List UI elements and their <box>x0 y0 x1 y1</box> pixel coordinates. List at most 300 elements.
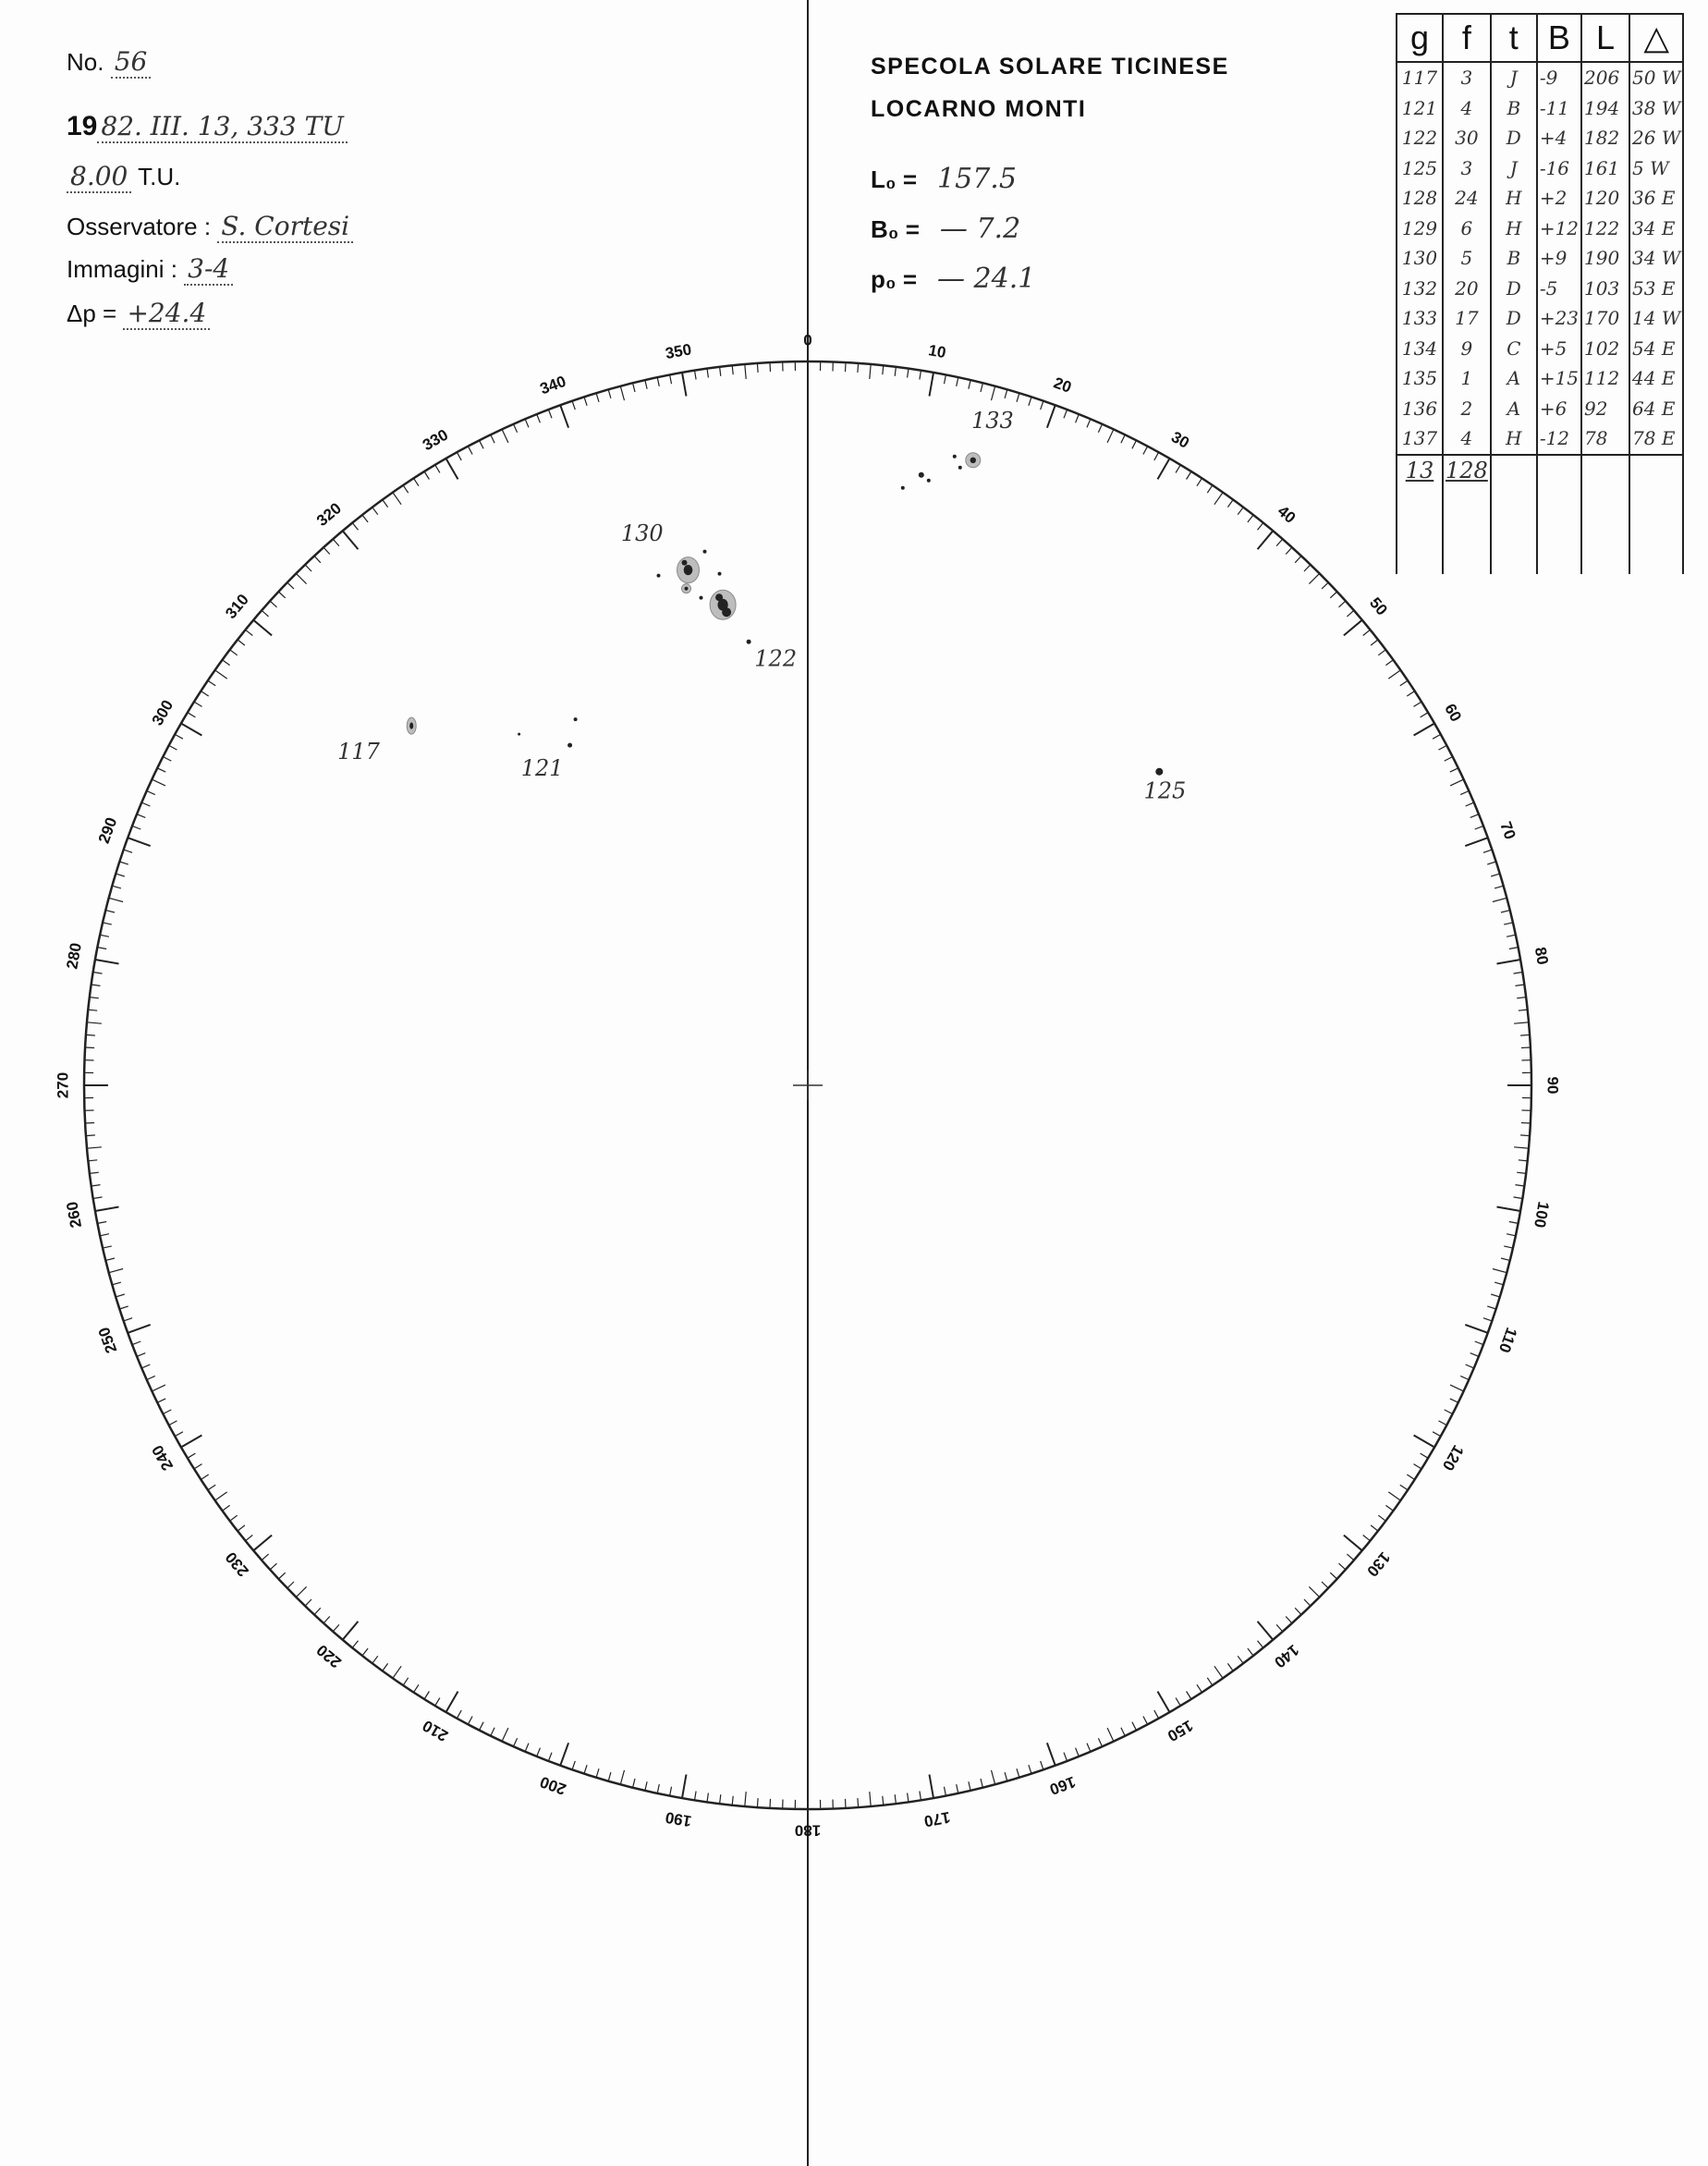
degree-tick <box>908 369 909 378</box>
degree-label: 350 <box>664 340 693 363</box>
degree-tick <box>100 1234 109 1236</box>
delta-p-label: Δp = <box>67 300 117 327</box>
degree-tick <box>620 386 624 400</box>
degree-tick <box>1514 1147 1529 1148</box>
degree-tick <box>152 779 165 786</box>
images-label: Immagini : <box>67 255 177 283</box>
degree-label: 100 <box>1530 1200 1553 1230</box>
table-cell: C <box>1491 334 1537 364</box>
sunspot-dot <box>682 560 688 566</box>
degree-tick <box>446 459 458 480</box>
degree-tick <box>188 713 196 717</box>
degree-tick <box>883 365 884 374</box>
col-header-f: f <box>1443 14 1491 62</box>
sunspot-dot <box>518 733 520 736</box>
degree-tick <box>333 539 339 546</box>
degree-tick <box>393 1666 401 1678</box>
degree-tick <box>682 373 687 397</box>
degree-tick <box>1445 757 1453 762</box>
degree-tick <box>633 1779 635 1788</box>
table-cell: 112 <box>1581 363 1629 394</box>
table-cell: 34 E <box>1629 214 1683 244</box>
degree-tick <box>223 660 230 666</box>
col-header-g: g <box>1397 14 1443 62</box>
sunspot-dot <box>574 717 578 721</box>
degree-tick <box>93 1197 103 1199</box>
sunspot-dot <box>567 743 572 748</box>
date-prefix: 19 <box>67 111 98 141</box>
table-cell: 5 <box>1443 243 1491 274</box>
degree-tick <box>372 1656 378 1663</box>
degree-tick <box>1322 582 1328 589</box>
table-cell: B <box>1491 93 1537 124</box>
observer-label: Osservatore : <box>67 213 212 240</box>
table-cell <box>1397 485 1443 574</box>
degree-label: 230 <box>222 1548 252 1581</box>
degree-tick <box>1494 1282 1504 1285</box>
table-cell: 20 <box>1443 274 1491 304</box>
table-cell: 133 <box>1397 303 1443 334</box>
group-number-label: 133 <box>970 408 1014 434</box>
degree-tick <box>201 691 208 697</box>
degree-tick <box>1497 1207 1521 1212</box>
table-row <box>1397 334 1683 364</box>
table-cell: D <box>1491 274 1537 304</box>
table-cell: +4 <box>1537 123 1581 153</box>
degree-tick <box>1465 838 1488 846</box>
observer-value: S. Cortesi <box>217 211 353 243</box>
group-number-label: 117 <box>337 739 380 765</box>
degree-tick <box>1064 410 1068 418</box>
degree-tick <box>920 371 921 380</box>
time-value: 8.00 <box>67 161 131 193</box>
degree-tick <box>770 1799 771 1808</box>
degree-tick <box>112 1282 121 1285</box>
degree-tick <box>1258 1621 1274 1640</box>
table-cell: -12 <box>1537 423 1581 455</box>
degree-tick <box>238 640 245 645</box>
degree-tick <box>112 886 121 888</box>
degree-tick <box>457 452 461 460</box>
degree-tick <box>1466 802 1474 806</box>
degree-tick <box>383 1663 388 1670</box>
degree-tick <box>457 1710 461 1719</box>
degree-label: 90 <box>1543 1076 1562 1095</box>
degree-tick <box>1388 670 1400 679</box>
table-cell: H <box>1491 423 1537 455</box>
degree-tick <box>670 374 672 384</box>
table-cell: 194 <box>1581 93 1629 124</box>
degree-tick <box>105 1258 115 1260</box>
degree-tick <box>1339 1563 1346 1570</box>
degree-tick <box>732 365 733 374</box>
table-cell <box>1581 455 1629 486</box>
degree-tick <box>147 791 155 795</box>
degree-tick <box>1507 1234 1516 1236</box>
degree-label: 290 <box>94 814 121 846</box>
col-header-delta: △ <box>1629 14 1683 62</box>
degree-tick <box>1491 1294 1500 1297</box>
degree-tick <box>1466 1364 1474 1368</box>
table-row <box>1397 363 1683 394</box>
degree-label: 310 <box>222 590 252 622</box>
degree-tick <box>1414 1436 1435 1448</box>
degree-tick <box>1107 429 1114 443</box>
degree-tick <box>1087 419 1091 427</box>
col-header-t: t <box>1491 14 1537 62</box>
delta-p-value: +24.4 <box>123 298 210 330</box>
degree-tick <box>1414 724 1435 736</box>
degree-tick <box>537 414 541 422</box>
sunspot-group-table <box>1396 13 1684 574</box>
degree-label: 110 <box>1494 1325 1521 1355</box>
table-row <box>1397 123 1683 153</box>
degree-tick <box>992 1770 995 1784</box>
degree-tick <box>124 850 132 852</box>
table-cell: 9 <box>1443 334 1491 364</box>
sunspot-group-117 <box>337 717 416 765</box>
degree-tick <box>1344 620 1362 636</box>
degree-tick <box>95 1207 119 1212</box>
degree-tick <box>1439 745 1447 750</box>
sunspot-group-133 <box>901 408 1014 490</box>
table-cell: 190 <box>1581 243 1629 274</box>
degree-tick <box>548 410 552 418</box>
degree-tick <box>584 397 587 406</box>
degree-tick <box>1143 447 1148 455</box>
degree-tick <box>323 1617 330 1623</box>
table-cell <box>1491 485 1537 574</box>
degree-tick <box>1176 465 1180 473</box>
degree-tick <box>314 556 321 562</box>
images-value: 3-4 <box>184 253 233 286</box>
degree-tick <box>883 1796 884 1805</box>
degree-tick <box>147 1376 155 1379</box>
degree-tick <box>287 582 294 589</box>
table-cell: 92 <box>1581 394 1629 424</box>
degree-tick <box>1470 814 1479 818</box>
degree-tick <box>1388 1492 1400 1500</box>
sunspot-dot <box>927 479 931 483</box>
degree-tick <box>720 1794 721 1804</box>
degree-label: 220 <box>312 1641 345 1671</box>
degree-tick <box>633 383 635 392</box>
degree-tick <box>1439 1421 1447 1426</box>
degree-tick <box>253 1536 272 1551</box>
degree-tick <box>1154 452 1159 460</box>
degree-label: 250 <box>94 1325 121 1356</box>
degree-tick <box>372 508 378 515</box>
sunspot-dot <box>718 572 722 576</box>
degree-tick <box>1295 556 1301 562</box>
table-cell: 136 <box>1397 394 1443 424</box>
degree-tick <box>85 1047 94 1048</box>
degree-tick <box>858 363 859 373</box>
sunspot-dot <box>953 455 957 459</box>
degree-tick <box>1041 1761 1043 1769</box>
degree-tick <box>262 610 269 617</box>
degree-tick <box>1400 680 1408 686</box>
degree-tick <box>169 745 177 750</box>
table-cell: 1 <box>1443 363 1491 394</box>
degree-tick <box>1132 1722 1137 1731</box>
degree-label: 320 <box>312 499 345 530</box>
table-cell: 102 <box>1581 334 1629 364</box>
degree-tick <box>1121 1728 1125 1736</box>
degree-tick <box>208 1485 215 1490</box>
degree-tick <box>352 1641 358 1648</box>
degree-tick <box>383 500 388 508</box>
degree-tick <box>1258 1641 1263 1648</box>
degree-tick <box>1286 1617 1292 1623</box>
group-number-label: 125 <box>1143 777 1187 804</box>
degree-tick <box>1407 1475 1414 1480</box>
degree-tick <box>1029 1765 1031 1774</box>
degree-tick <box>278 1572 285 1579</box>
degree-tick <box>230 1515 238 1521</box>
degree-tick <box>707 1793 708 1803</box>
degree-tick <box>548 1753 552 1761</box>
degree-tick <box>352 523 358 531</box>
degree-tick <box>1521 1047 1531 1048</box>
degree-tick <box>969 380 970 389</box>
degree-tick <box>95 960 119 964</box>
degree-tick <box>86 1135 95 1136</box>
table-cell: 120 <box>1581 183 1629 214</box>
degree-tick <box>137 1353 145 1357</box>
degree-tick <box>343 1621 359 1640</box>
degree-label: 270 <box>54 1071 72 1099</box>
table-cell: -9 <box>1537 62 1581 93</box>
table-cell: 5 W <box>1629 153 1683 184</box>
table-blank-row <box>1397 485 1683 574</box>
table-cell: 26 W <box>1629 123 1683 153</box>
sunspot-dot <box>700 596 703 600</box>
degree-label: 170 <box>922 1807 952 1830</box>
degree-label: 0 <box>803 331 812 349</box>
institution-line-1: SPECOLA SOLARE TICINESE <box>871 54 1229 80</box>
table-cell: 17 <box>1443 303 1491 334</box>
table-cell <box>1491 455 1537 486</box>
degree-tick <box>1517 1172 1526 1173</box>
degree-tick <box>560 1743 568 1766</box>
degree-label: 340 <box>537 372 568 398</box>
sunspot-dot <box>901 486 905 490</box>
degree-tick <box>468 1717 472 1725</box>
degree-tick <box>141 802 150 806</box>
table-row <box>1397 153 1683 184</box>
degree-tick <box>1363 630 1371 635</box>
date-value: 82. III. 13, 333 TU <box>97 111 347 143</box>
degree-tick <box>930 373 934 397</box>
degree-label: 150 <box>1164 1716 1197 1745</box>
sunspot-umbra <box>685 587 689 591</box>
degree-tick <box>1487 862 1496 864</box>
table-cell <box>1629 455 1683 486</box>
table-cell: 3 <box>1443 153 1491 184</box>
degree-label: 200 <box>537 1772 568 1799</box>
sheet-number-value: 56 <box>111 46 152 79</box>
degree-tick <box>163 757 171 762</box>
table-cell: 14 W <box>1629 303 1683 334</box>
table-cell: 34 W <box>1629 243 1683 274</box>
degree-tick <box>1207 1678 1213 1685</box>
degree-tick <box>1187 471 1191 480</box>
degree-tick <box>1465 1325 1488 1333</box>
total-spots: 128 <box>1443 455 1491 486</box>
degree-tick <box>435 465 440 473</box>
degree-tick <box>1493 898 1507 901</box>
degree-tick <box>1158 459 1170 480</box>
table-cell: 206 <box>1581 62 1629 93</box>
degree-tick <box>645 380 647 389</box>
degree-tick <box>296 573 306 583</box>
degree-tick <box>1433 1432 1441 1437</box>
table-cell: 170 <box>1581 303 1629 334</box>
degree-tick <box>109 1269 123 1273</box>
degree-tick <box>1154 1710 1159 1719</box>
degree-tick <box>682 1775 687 1799</box>
degree-tick <box>215 670 227 679</box>
degree-tick <box>296 1586 306 1597</box>
degree-tick <box>908 1793 909 1803</box>
sunspot-group-130 <box>621 520 722 600</box>
degree-tick <box>1514 1197 1523 1199</box>
degree-label: 330 <box>419 425 452 455</box>
degree-tick <box>969 1781 970 1791</box>
degree-tick <box>707 369 708 378</box>
degree-tick <box>85 1123 94 1124</box>
table-cell <box>1443 485 1491 574</box>
p0-row <box>871 263 1035 295</box>
group-number-label: 130 <box>620 520 664 547</box>
total-groups: 13 <box>1397 455 1443 486</box>
degree-label: 10 <box>927 341 947 362</box>
degree-tick <box>305 1599 311 1606</box>
sheet-number-label: No. <box>67 48 104 76</box>
sunspot-group-121 <box>518 717 578 781</box>
degree-tick <box>1514 973 1523 974</box>
degree-tick <box>1421 1453 1429 1458</box>
degree-tick <box>1214 1666 1223 1678</box>
table-cell: +9 <box>1537 243 1581 274</box>
degree-label: 20 <box>1051 373 1074 397</box>
sunspot-umbra <box>409 723 413 729</box>
degree-tick <box>745 1792 746 1806</box>
table-cell: 125 <box>1397 153 1443 184</box>
degree-tick <box>1017 393 1019 402</box>
degree-tick <box>491 1728 494 1736</box>
degree-tick <box>128 838 151 846</box>
degree-tick <box>1029 397 1031 406</box>
degree-tick <box>414 478 420 485</box>
degree-tick <box>128 1325 151 1333</box>
observer <box>67 211 353 241</box>
L0-value: 157.5 <box>937 163 1017 195</box>
B0-row <box>871 213 1020 245</box>
degree-tick <box>1363 1536 1371 1541</box>
table-row <box>1397 274 1683 304</box>
degree-tick <box>100 935 109 936</box>
table-cell: 122 <box>1397 123 1443 153</box>
degree-tick <box>1519 1160 1528 1161</box>
degree-tick <box>1493 1269 1507 1273</box>
degree-tick <box>137 814 145 818</box>
degree-label: 210 <box>419 1716 452 1745</box>
table-row <box>1397 62 1683 93</box>
sunspot-group-125 <box>1143 768 1186 804</box>
table-cell <box>1537 485 1581 574</box>
degree-tick <box>116 874 125 876</box>
degree-tick <box>895 1794 896 1804</box>
degree-tick <box>424 1692 429 1700</box>
degree-tick <box>201 1475 208 1480</box>
degree-tick <box>119 1306 128 1309</box>
degree-tick <box>596 393 599 402</box>
degree-tick <box>657 1784 659 1793</box>
degree-tick <box>169 1421 177 1426</box>
degree-tick <box>770 362 771 372</box>
degree-tick <box>732 1796 733 1805</box>
degree-tick <box>1400 1485 1408 1490</box>
degree-tick <box>1087 1744 1091 1752</box>
degree-label: 280 <box>63 941 86 971</box>
degree-label: 190 <box>664 1807 693 1830</box>
degree-tick <box>1258 531 1274 549</box>
sunspot-dot <box>703 550 707 554</box>
degree-tick <box>1433 734 1441 739</box>
table-cell: -5 <box>1537 274 1581 304</box>
degree-tick <box>92 1185 101 1186</box>
degree-tick <box>981 1779 982 1788</box>
degree-tick <box>446 1692 458 1713</box>
degree-tick <box>323 547 330 554</box>
degree-tick <box>414 1684 420 1692</box>
degree-tick <box>1098 424 1102 433</box>
table-cell: +23 <box>1537 303 1581 334</box>
degree-tick <box>343 531 359 549</box>
sunspot-dot <box>1155 768 1163 776</box>
table-cell: 135 <box>1397 363 1443 394</box>
degree-tick <box>468 447 472 455</box>
table-total-row <box>1397 455 1683 486</box>
table-cell: 6 <box>1443 214 1491 244</box>
table-cell: 134 <box>1397 334 1443 364</box>
degree-tick <box>1487 1306 1496 1309</box>
degree-tick <box>333 1624 339 1632</box>
table-cell: +2 <box>1537 183 1581 214</box>
table-row <box>1397 214 1683 244</box>
degree-tick <box>1460 791 1469 795</box>
degree-tick <box>608 389 611 398</box>
degree-tick <box>695 1792 697 1801</box>
degree-tick <box>670 1787 672 1796</box>
table-cell: 38 W <box>1629 93 1683 124</box>
degree-tick <box>1385 1505 1393 1511</box>
degree-tick <box>238 1525 245 1531</box>
degree-label: 40 <box>1274 502 1299 527</box>
degree-tick <box>480 1722 484 1731</box>
table-cell: 78 <box>1581 423 1629 455</box>
degree-tick <box>1276 1624 1283 1632</box>
degree-tick <box>1497 960 1521 964</box>
images <box>67 253 233 284</box>
sunspot-umbra <box>970 458 976 463</box>
table-cell: J <box>1491 153 1537 184</box>
degree-label: 60 <box>1441 701 1466 725</box>
degree-tick <box>194 702 202 706</box>
degree-tick <box>1197 478 1202 485</box>
